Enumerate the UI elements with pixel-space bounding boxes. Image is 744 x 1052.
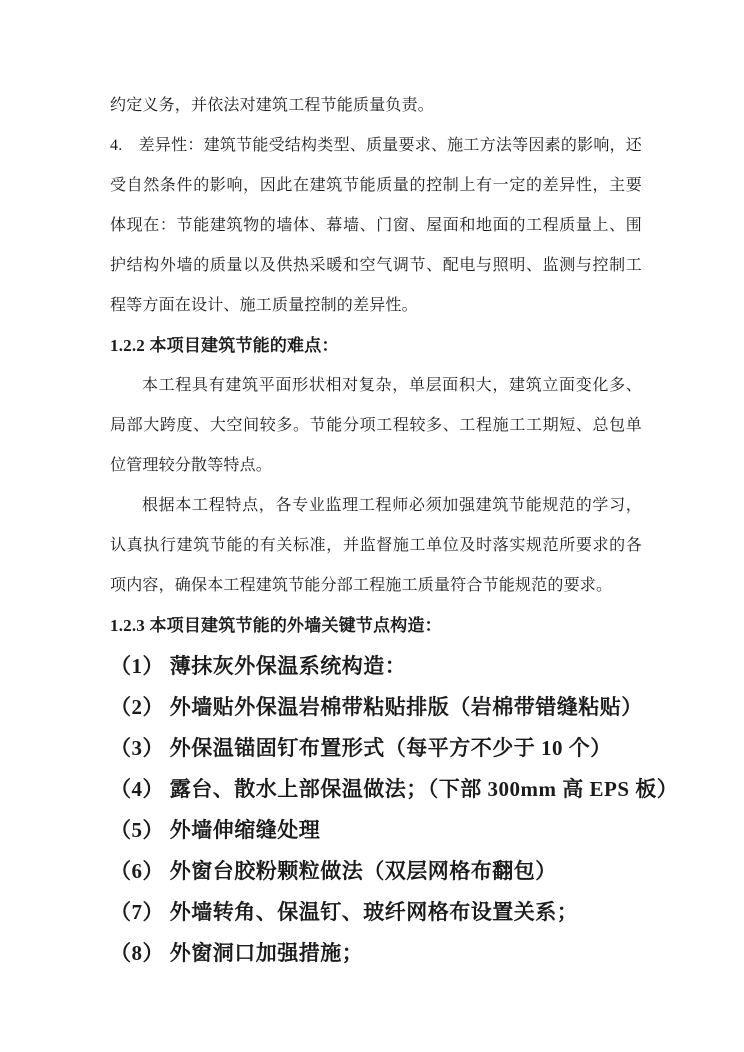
- paragraph-difficulties-1: 本工程具有建筑平面形状相对复杂，单层面积大，建筑立面变化多、局部大跨度、大空间较多。节能分项工程较多、工程施工工期短、总包单位管理较分散等特点。: [110, 377, 642, 474]
- wall-node-item-4: （4） 露台、散水上部保温做法；（下部 300mm 高 EPS 板）: [110, 777, 679, 801]
- paragraph-difficulties-2: 根据本工程特点，各专业监理工程师必须加强建筑节能规范的学习，认真执行建筑节能的有关标准，并监督施工单位及时落实规范所要求的各项内容，确保本工程建筑节能分部工程施工质量符合节能规范的要求。: [110, 497, 642, 594]
- wall-node-item-7: （7） 外墙转角、保温钉、玻纤网格布设置关系；: [110, 900, 579, 924]
- wall-node-item-2: （2） 外墙贴外保温岩棉带粘贴排版（岩棉带错缝粘贴）: [110, 695, 643, 719]
- heading-section-1-2-3: 1.2.3 本项目建筑节能的外墙关键节点构造：: [110, 616, 442, 635]
- wall-node-item-8: （8） 外窗洞口加强措施；: [110, 941, 364, 965]
- wall-node-item-5: （5） 外墙伸缩缝处理: [110, 818, 321, 842]
- heading-section-1-2-2: 1.2.2 本项目建筑节能的难点：: [110, 336, 339, 355]
- wall-node-item-6: （6） 外窗台胶粉颗粒做法（双层网格布翻包）: [110, 859, 557, 883]
- paragraph-continuation: 约定义务，并依法对建筑工程节能质量负责。: [110, 97, 435, 114]
- wall-node-item-1: （1） 薄抹灰外保温系统构造：: [110, 654, 407, 678]
- wall-node-item-3: （3） 外保温锚固钉布置形式（每平方不少于 10 个）: [110, 736, 612, 760]
- paragraph-difference-item: 4. 差异性：建筑节能受结构类型、质量要求、施工方法等因素的影响，还受自然条件的影响，因此在建筑节能质量的控制上有一定的差异性，主要体现在：节能建筑物的墙体、幕墙、门窗、屋面和地面的工程质量上、围护结构外墙的质量以及供热采暖和空气调节、配电与照明、监测与控制工程等方面在设计、施工质量控制的差异性。: [110, 137, 642, 314]
